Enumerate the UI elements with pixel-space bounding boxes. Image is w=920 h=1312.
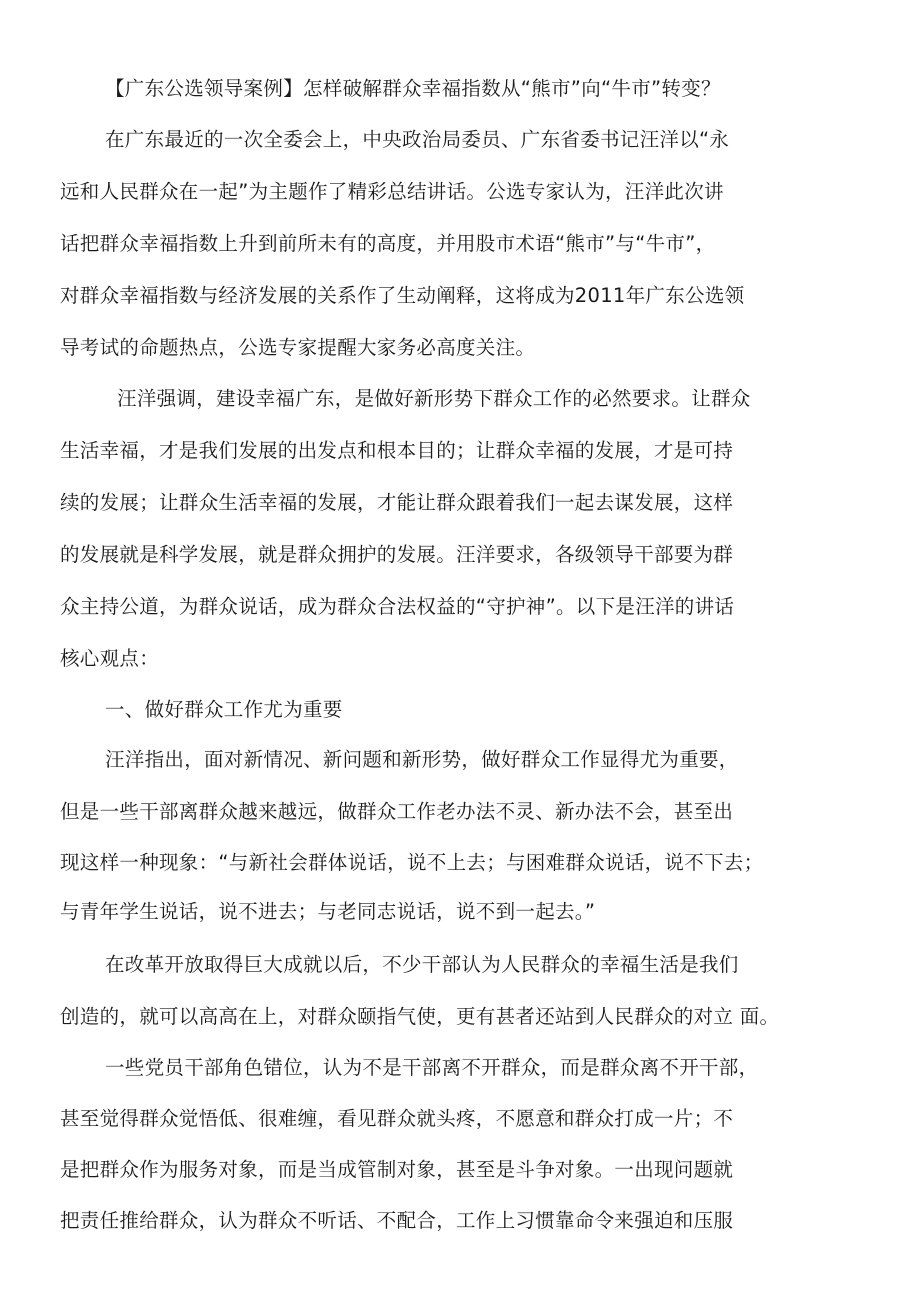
section-heading: 一、做好群众工作尤为重要 [105,698,343,721]
paragraph-line: 把责任推给群众，认为群众不听话、不配合，工作上习惯靠命令来强迫和压服 [60,1209,734,1232]
paragraph-line: 汪洋指出，面对新情况、新问题和新形势，做好群众工作显得尤为重要， [105,748,739,771]
paragraph-line: 现这样一种现象：“与新社会群体说话，说不上去；与困难群众说话，说不下去； [60,851,764,874]
paragraph-line: 一些党员干部角色错位，认为不是干部离不开群众，而是群众离不开干部， [105,1056,759,1079]
paragraph-line: 核心观点： [60,647,160,670]
paragraph-line: 远和人民群众在一起”为主题作了精彩总结讲话。公选专家认为，汪洋此次讲 [60,180,724,203]
paragraph-line: 是把群众作为服务对象，而是当成管制对象，甚至是斗争对象。一出现问题就 [60,1158,734,1181]
paragraph-line: 汪洋强调，建设幸福广东，是做好新形势下群众工作的必然要求。让群众 [117,387,751,410]
paragraph-line: 话把群众幸福指数上升到前所未有的高度，并用股市术语“熊市”与“牛市”， [60,232,716,255]
paragraph-line: 的发展就是科学发展，就是群众拥护的发展。汪洋要求，各级领导干部要为群 [60,543,734,566]
document-title: 【广东公选领导案例】怎样破解群众幸福指数从“熊市”向“牛市”转变？ [105,77,721,100]
paragraph-line: 生活幸福，才是我们发展的出发点和根本目的；让群众幸福的发展，才是可持 [60,439,734,462]
paragraph-line: 众主持公道，为群众说话，成为群众合法权益的“守护神”。以下是汪洋的讲话 [60,595,735,618]
paragraph-line: 续的发展；让群众生活幸福的发展，才能让群众跟着我们一起去谋发展，这样 [60,491,734,514]
paragraph-line: 与青年学生说话，说不进去；与老同志说话，说不到一起去。” [60,900,596,923]
paragraph-line: 在改革开放取得巨大成就以后，不少干部认为人民群众的幸福生活是我们 [105,953,739,976]
paragraph-line: 导考试的命题热点，公选专家提醒大家务必高度关注。 [60,336,536,359]
paragraph-line: 对群众幸福指数与经济发展的关系作了生动阐释，这将成为2011年广东公选领 [60,284,745,307]
paragraph-line: 创造的，就可以高高在上，对群众颐指气使，更有甚者还站到人民群众的对立 面。 [60,1005,780,1028]
paragraph-line: 甚至觉得群众觉悟低、很难缠，看见群众就头疼，不愿意和群众打成一片；不 [60,1107,734,1130]
paragraph-line: 但是一些干部离群众越来越远，做群众工作老办法不灵、新办法不会，甚至出 [60,800,734,823]
paragraph-line: 在广东最近的一次全委会上，中央政治局委员、广东省委书记汪洋以“永 [105,128,730,151]
